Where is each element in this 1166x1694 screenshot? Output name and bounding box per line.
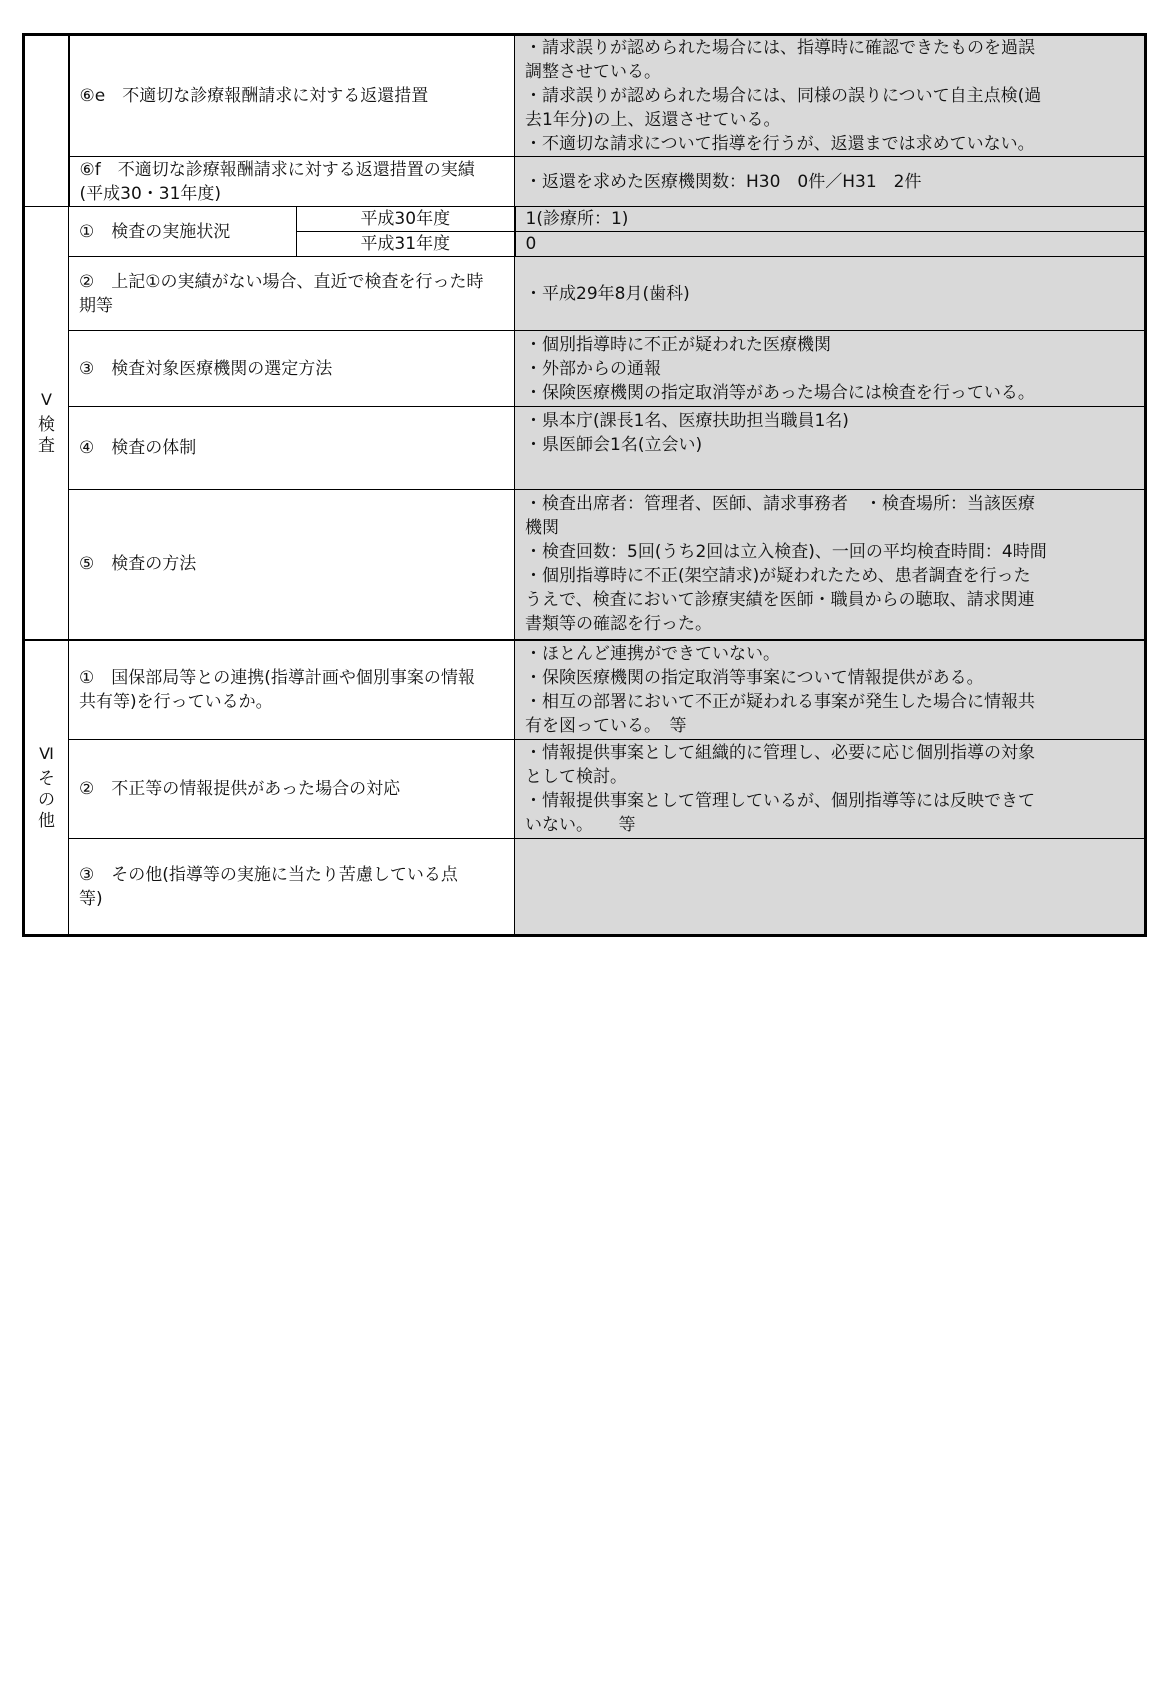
answer-text: ・返還を求めた医療機関数：H30 0件／H31 2件	[525, 171, 922, 192]
table-row	[24, 35, 1146, 157]
section-label-char: そ	[38, 768, 55, 789]
answer-text: 0	[525, 234, 537, 254]
table-row	[24, 839, 1146, 936]
section-6-label	[24, 640, 69, 936]
answer-cell	[515, 407, 1146, 490]
answer-line: 去1年分)の上、返還させている。	[525, 110, 781, 130]
answer-line: 機関	[525, 518, 560, 539]
question-text: 共有等)を行っているか。	[79, 691, 273, 712]
section-number: Ⅴ	[41, 389, 52, 409]
answer-line: ・情報提供事案として管理しているが、個別指導等には反映できて	[525, 791, 1036, 811]
question-text: 期等	[79, 295, 113, 316]
answer-line: ・保険医療機関の指定取消等があった場合には検査を行っている。	[525, 382, 1035, 403]
question-text: 等)	[79, 888, 103, 909]
table-row	[24, 257, 1146, 331]
question-cell	[69, 257, 515, 331]
section-label-char: 査	[38, 435, 55, 456]
question-text: ⑥e 不適切な診療報酬請求に対する返還措置	[79, 86, 429, 106]
question-text: ⑥f 不適切な診療報酬請求に対する返還措置の実績	[79, 159, 475, 180]
answer-line: ・検査出席者：管理者、医師、請求事務者 ・検査場所：当該医療	[525, 494, 1036, 515]
answer-line: ・県医師会1名(立会い)	[525, 435, 703, 455]
question-cell	[69, 207, 297, 257]
question-cell	[69, 157, 515, 207]
answer-line: ・検査回数：5回(うち2回は立入検査)、一回の平均検査時間：4時間	[525, 542, 1047, 563]
answer-line: 有を図っている。 等	[525, 715, 687, 736]
question-text: ② 上記①の実績がない場合、直近で検査を行った時	[79, 271, 484, 292]
answer-line: うえで、検査において診療実績を医師・職員からの聴取、請求関連	[525, 590, 1035, 611]
answer-line: ・保険医療機関の指定取消等事案について情報提供がある。	[525, 667, 984, 688]
table-row	[24, 157, 1146, 207]
section-5-label	[24, 207, 69, 640]
section-label-char: の	[38, 789, 55, 810]
answer-cell	[515, 839, 1146, 936]
answer-cell	[515, 740, 1146, 839]
section-label-char: 他	[38, 810, 55, 831]
answer-line: いない。 等	[525, 815, 636, 835]
question-cell	[69, 839, 515, 936]
year-label: 平成31年度	[360, 234, 451, 254]
table-row	[24, 407, 1146, 490]
answer-line: ・相互の部署において不正が疑われる事案が発生した場合に情報共	[525, 691, 1036, 712]
question-cell	[69, 740, 515, 839]
answer-line: ・請求誤りが認められた場合には、同様の誤りについて自主点検(過	[525, 86, 1042, 106]
question-text: ② 不正等の情報提供があった場合の対応	[79, 779, 401, 799]
answer-cell	[515, 640, 1146, 740]
question-text: ③ 検査対象医療機関の選定方法	[79, 358, 333, 379]
answer-line: 調整させている。	[525, 62, 662, 82]
question-cell	[69, 35, 515, 157]
answer-line: ・外部からの通報	[525, 358, 662, 379]
section-label-char: 検	[38, 414, 55, 435]
table-row	[24, 640, 1146, 740]
answer-cell	[515, 232, 1146, 257]
table-row	[24, 740, 1146, 839]
answer-line: ・請求誤りが認められた場合には、指導時に確認できたものを過誤	[525, 38, 1036, 58]
table-row	[24, 331, 1146, 407]
question-text: ⑤ 検査の方法	[79, 554, 197, 575]
answer-line: 書類等の確認を行った。	[525, 614, 713, 635]
table-row	[24, 207, 1146, 232]
question-text: ① 国保部局等との連携(指導計画や個別事案の情報	[79, 667, 475, 688]
answer-line: ・情報提供事案として組織的に管理し、必要に応じ個別指導の対象	[525, 743, 1036, 763]
table-row	[24, 490, 1146, 640]
answer-cell	[515, 207, 1146, 232]
question-text: ④ 検査の体制	[79, 438, 197, 458]
section-4-continuation-cell	[24, 35, 69, 207]
year-cell	[297, 232, 515, 257]
question-cell	[69, 640, 515, 740]
year-label: 平成30年度	[360, 209, 451, 229]
question-text: (平成30・31年度)	[79, 183, 222, 204]
year-cell	[297, 207, 515, 232]
answer-line: ・ほとんど連携ができていない。	[525, 643, 781, 664]
answer-cell	[515, 331, 1146, 407]
answer-text: ・平成29年8月(歯科)	[525, 283, 690, 304]
inspection-table	[22, 33, 1147, 937]
question-cell	[69, 331, 515, 407]
question-text: ① 検査の実施状況	[79, 221, 231, 242]
answer-line: ・不適切な請求について指導を行うが、返還までは求めていない。	[525, 134, 1035, 154]
answer-cell	[515, 157, 1146, 207]
answer-cell	[515, 257, 1146, 331]
answer-line: ・個別指導時に不正が疑われた医療機関	[525, 334, 832, 355]
answer-line: ・県本庁(課長1名、医療扶助担当職員1名)	[525, 411, 849, 431]
answer-line: として検討。	[525, 767, 628, 787]
question-cell	[69, 490, 515, 640]
question-text: ③ その他(指導等の実施に当たり苦慮している点	[79, 864, 458, 885]
answer-line: ・個別指導時に不正(架空請求)が疑われたため、患者調査を行った	[525, 566, 1031, 587]
section-number: Ⅵ	[39, 743, 54, 763]
answer-cell	[515, 490, 1146, 640]
answer-cell	[515, 35, 1146, 157]
answer-text: 1(診療所：1)	[525, 209, 629, 229]
question-cell	[69, 407, 515, 490]
